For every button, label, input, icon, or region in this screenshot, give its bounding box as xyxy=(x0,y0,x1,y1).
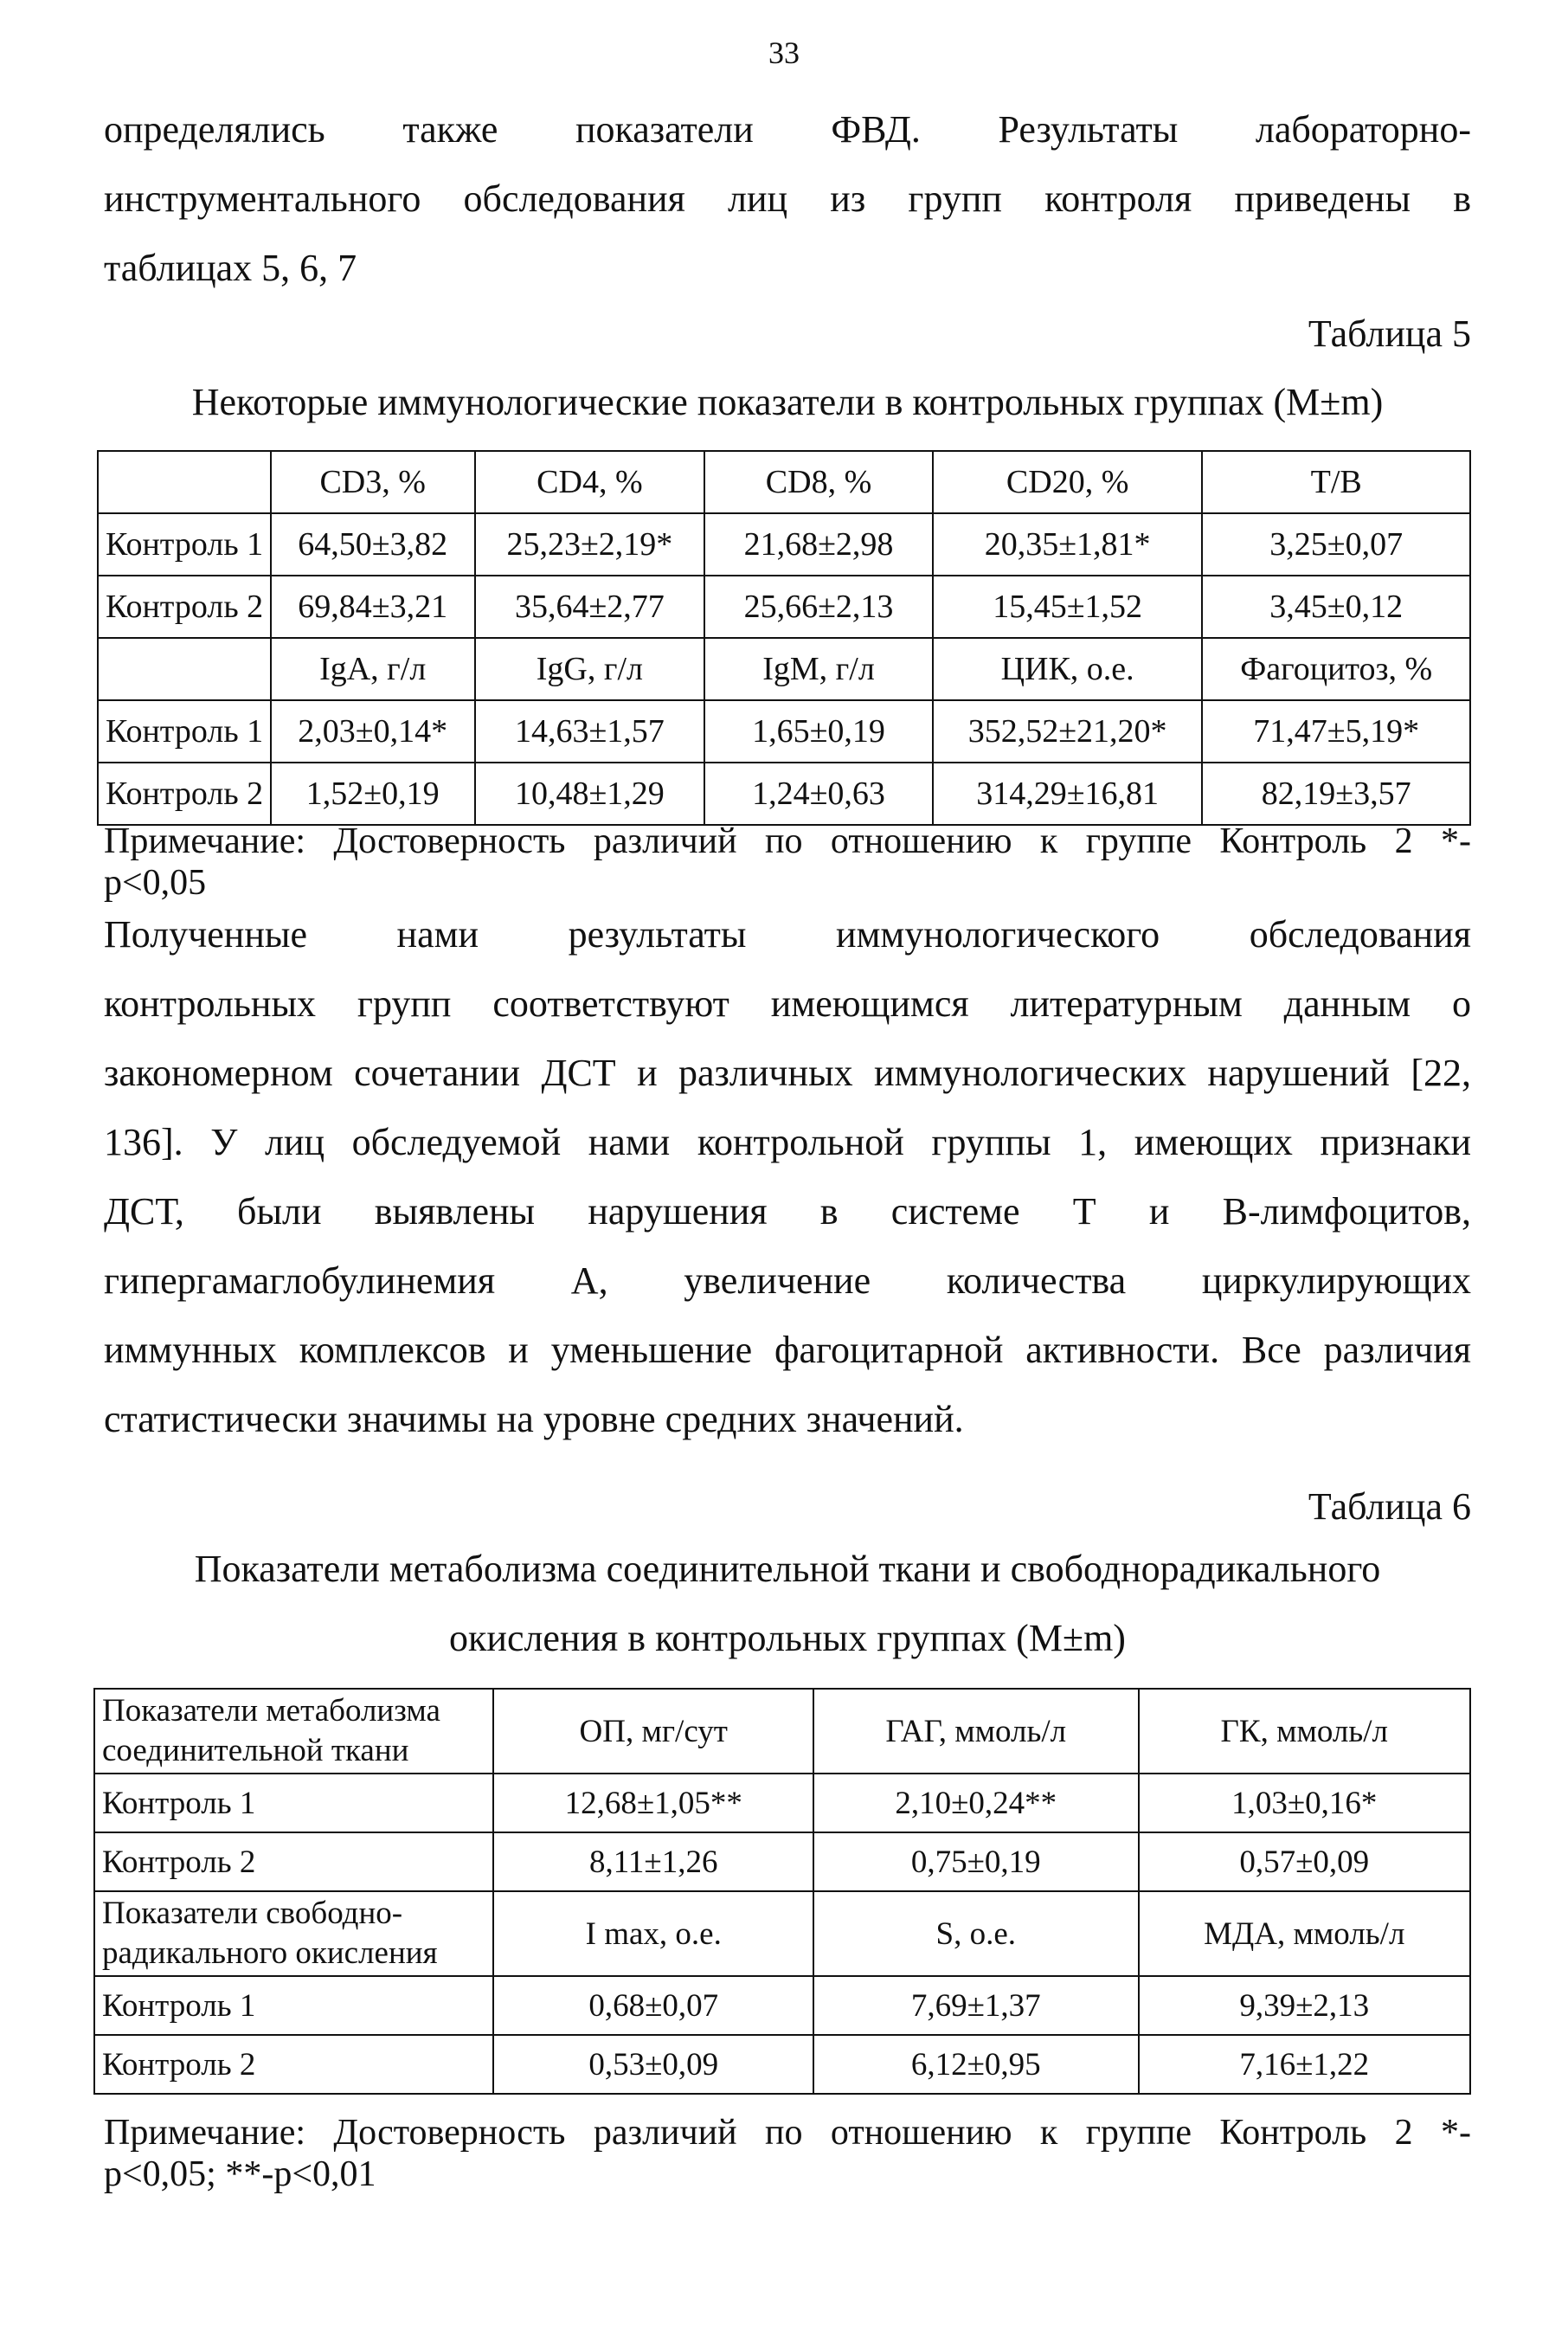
body-line: ДСТ, были выявлены нарушения в системе Т и В-лимфоцитов, xyxy=(104,1190,1471,1233)
table5-header-cell: ЦИК, о.е. xyxy=(933,638,1203,700)
table5-cell: 3,45±0,12 xyxy=(1202,576,1470,638)
table6-row-label: Контроль 1 xyxy=(94,1774,493,1832)
table5-header-cell: T/B xyxy=(1202,451,1470,513)
table6-header-cell: МДА, ммоль/л xyxy=(1139,1891,1470,1976)
table5-cell: 25,23±2,19* xyxy=(475,513,705,576)
table5-row-label: Контроль 1 xyxy=(98,513,271,576)
table5-header-cell: CD8, % xyxy=(704,451,933,513)
intro-line-2: инструментального обследования лиц из групп контроля приведены в xyxy=(104,177,1471,220)
table5-row-label: Контроль 1 xyxy=(98,700,271,763)
body-line: гипергамаглобулинемия А, увеличение количества циркулирующих xyxy=(104,1259,1471,1302)
table6-caption-line-1: Показатели метаболизма соединительной ткани и свободнорадикального xyxy=(194,1548,1381,1590)
table6-header-cell: Показатели метаболизма соединительной ткани xyxy=(94,1689,493,1774)
table6-cell: 0,75±0,19 xyxy=(813,1832,1139,1891)
table5-cell: 1,52±0,19 xyxy=(271,763,475,825)
table6-label: Таблица 6 xyxy=(1308,1485,1471,1528)
table6-header-cell: ГАГ, ммоль/л xyxy=(813,1689,1139,1774)
table6-caption-line-2: окисления в контрольных группах (M±m) xyxy=(449,1617,1126,1659)
table6-cell: 1,03±0,16* xyxy=(1139,1774,1470,1832)
table5-header-cell: IgA, г/л xyxy=(271,638,475,700)
table6-header-cell: Показатели свободно-радикального окисления xyxy=(94,1891,493,1976)
table-row xyxy=(98,513,1470,576)
table5-cell: 64,50±3,82 xyxy=(271,513,475,576)
table-row xyxy=(94,1976,1470,2035)
table6-caption xyxy=(104,1535,1471,1673)
table6-header-cell: ОП, мг/сут xyxy=(493,1689,813,1774)
body-line: статистически значимы на уровне средних значений. xyxy=(104,1398,964,1440)
table6-header-row-1 xyxy=(94,1689,1470,1774)
table5-label: Таблица 5 xyxy=(1308,312,1471,355)
table5-header-row-2 xyxy=(98,638,1470,700)
table6-header-cell: S, о.е. xyxy=(813,1891,1139,1976)
table5-cell: 69,84±3,21 xyxy=(271,576,475,638)
table5-note xyxy=(104,821,1471,904)
table6-header-cell: ГК, ммоль/л xyxy=(1139,1689,1470,1774)
table5-cell: 1,24±0,63 xyxy=(704,763,933,825)
table6-cell: 2,10±0,24** xyxy=(813,1774,1139,1832)
table6-header-row-2 xyxy=(94,1891,1470,1976)
table5-cell: 3,25±0,07 xyxy=(1202,513,1470,576)
table5-cell: 35,64±2,77 xyxy=(475,576,705,638)
table6-cell: 9,39±2,13 xyxy=(1139,1976,1470,2035)
table5-note-line-1: Примечание: Достоверность различий по отношению к группе Контроль 2 *- xyxy=(104,821,1471,861)
table-row xyxy=(98,700,1470,763)
table6-note-line-2: р<0,05; **-р<0,01 xyxy=(104,2154,376,2194)
table6-note xyxy=(104,2112,1471,2195)
table5-cell: 25,66±2,13 xyxy=(704,576,933,638)
table5-cell: 20,35±1,81* xyxy=(933,513,1203,576)
table6-cell: 7,69±1,37 xyxy=(813,1976,1139,2035)
table6-cell: 0,68±0,07 xyxy=(493,1976,813,2035)
intro-line-3: таблицах 5, 6, 7 xyxy=(104,247,357,289)
table5-row-label: Контроль 2 xyxy=(98,763,271,825)
table-row xyxy=(94,1774,1470,1832)
table5-cell: 71,47±5,19* xyxy=(1202,700,1470,763)
table5-cell: 2,03±0,14* xyxy=(271,700,475,763)
table6-cell: 6,12±0,95 xyxy=(813,2035,1139,2094)
table6-row-label: Контроль 2 xyxy=(94,1832,493,1891)
table6-row-label: Контроль 1 xyxy=(94,1976,493,2035)
table5-header-cell: Фагоцитоз, % xyxy=(1202,638,1470,700)
table5-header-cell: CD4, % xyxy=(475,451,705,513)
body-line: 136]. У лиц обследуемой нами контрольной группы 1, имеющих признаки xyxy=(104,1121,1471,1163)
table5-header-cell: CD3, % xyxy=(271,451,475,513)
table5-header-row-1 xyxy=(98,451,1470,513)
table5-cell: 314,29±16,81 xyxy=(933,763,1203,825)
intro-paragraph xyxy=(104,95,1471,303)
table5-caption: Некоторые иммунологические показатели в контрольных группах (M±m) xyxy=(191,381,1384,423)
page-number: 33 xyxy=(768,35,800,70)
intro-line-1: определялись также показатели ФВД. Результаты лабораторно- xyxy=(104,108,1471,151)
body-line: контрольных групп соответствуют имеющимся литературным данным о xyxy=(104,982,1471,1025)
table5-header-cell xyxy=(98,638,271,700)
table6-header-cell: I max, о.е. xyxy=(493,1891,813,1976)
table5-cell: 352,52±21,20* xyxy=(933,700,1203,763)
body-line: Полученные нами результаты иммунологического обследования xyxy=(104,913,1471,956)
table6 xyxy=(93,1688,1471,2095)
table5-cell: 14,63±1,57 xyxy=(475,700,705,763)
table6-cell: 12,68±1,05** xyxy=(493,1774,813,1832)
table5-cell: 82,19±3,57 xyxy=(1202,763,1470,825)
table5 xyxy=(97,450,1471,826)
table6-cell: 0,53±0,09 xyxy=(493,2035,813,2094)
table-row xyxy=(94,1832,1470,1891)
table6-cell: 7,16±1,22 xyxy=(1139,2035,1470,2094)
table5-cell: 1,65±0,19 xyxy=(704,700,933,763)
table6-row-label: Контроль 2 xyxy=(94,2035,493,2094)
table-row xyxy=(94,2035,1470,2094)
table5-header-cell: IgM, г/л xyxy=(704,638,933,700)
table5-cell: 15,45±1,52 xyxy=(933,576,1203,638)
table5-row-label: Контроль 2 xyxy=(98,576,271,638)
table6-note-line-1: Примечание: Достоверность различий по отношению к группе Контроль 2 *- xyxy=(104,2113,1471,2153)
body-paragraph xyxy=(104,900,1471,1454)
table5-header-cell: IgG, г/л xyxy=(475,638,705,700)
table6-cell: 0,57±0,09 xyxy=(1139,1832,1470,1891)
table5-cell: 21,68±2,98 xyxy=(704,513,933,576)
table-row xyxy=(98,576,1470,638)
body-line: иммунных комплексов и уменьшение фагоцитарной активности. Все различия xyxy=(104,1329,1471,1371)
table-row xyxy=(98,763,1470,825)
body-line: закономерном сочетании ДСТ и различных иммунологических нарушений [22, xyxy=(104,1052,1471,1094)
table6-cell: 8,11±1,26 xyxy=(493,1832,813,1891)
table5-note-line-2: р<0,05 xyxy=(104,863,207,903)
table5-header-cell: CD20, % xyxy=(933,451,1203,513)
table5-cell: 10,48±1,29 xyxy=(475,763,705,825)
table5-header-cell xyxy=(98,451,271,513)
